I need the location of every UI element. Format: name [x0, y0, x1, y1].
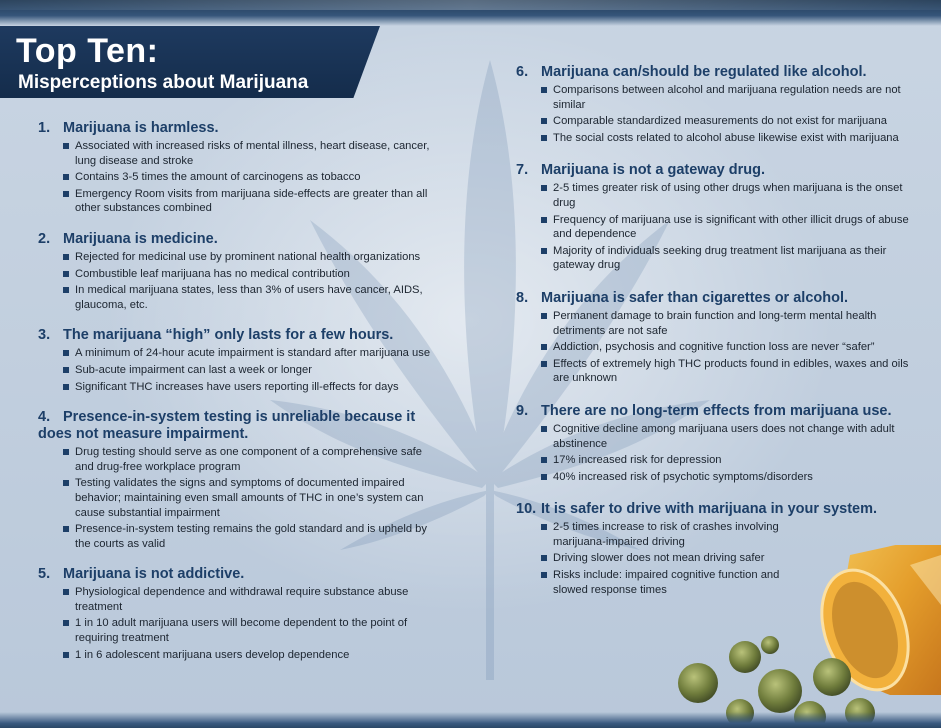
misperception-item-5	[38, 566, 433, 662]
item-number: 4.	[38, 409, 51, 426]
bullet-list	[38, 250, 433, 312]
item-number: 7.	[516, 162, 529, 179]
left-column	[38, 120, 433, 662]
misperception-item-9	[516, 403, 911, 484]
bottom-decorative-band	[0, 712, 941, 728]
bullet-item: 1 in 10 adult marijuana users will become dependent to the point of requiring treatment	[63, 616, 433, 645]
bullet-item: Rejected for medicinal use by prominent national health organizations	[63, 250, 433, 265]
bullet-item: 40% increased risk of psychotic symptoms/disorders	[541, 470, 911, 485]
bullet-item: 17% increased risk for depression	[541, 453, 911, 468]
item-heading: Marijuana is not a gateway drug.	[541, 162, 765, 179]
item-heading: The marijuana “high” only lasts for a few hours.	[63, 327, 394, 344]
bullet-item: In medical marijuana states, less than 3% of users have cancer, AIDS, glaucoma, etc.	[63, 283, 433, 312]
misperception-item-3	[38, 327, 433, 394]
bullet-item: 1 in 6 adolescent marijuana users develop dependence	[63, 648, 433, 663]
item-number: 1.	[38, 120, 51, 136]
bullet-item: Associated with increased risks of mental illness, heart disease, cancer, lung disease and stroke	[63, 139, 433, 168]
item-number: 8.	[516, 289, 529, 306]
bullet-item: Combustible leaf marijuana has no medical contribution	[63, 267, 433, 282]
bullet-item: Driving slower does not mean driving safer	[541, 551, 781, 566]
item-heading: Marijuana is safer than cigarettes or alcohol.	[541, 289, 849, 306]
bullet-item: Addiction, psychosis and cognitive function loss are never “safer”	[541, 340, 911, 355]
page-subtitle: Misperceptions about Marijuana	[18, 72, 309, 93]
bullet-list	[38, 585, 433, 662]
item-heading: Marijuana is harmless.	[63, 120, 219, 136]
right-column	[516, 64, 911, 597]
bullet-item: Comparable standardized measurements do not exist for marijuana	[541, 114, 911, 129]
misperception-item-4	[38, 409, 433, 551]
bullet-item: Majority of individuals seeking drug treatment list marijuana as their gateway drug	[541, 244, 911, 273]
misperception-item-2	[38, 231, 433, 312]
bullet-item: A minimum of 24-hour acute impairment is standard after marijuana use	[63, 346, 433, 361]
bullet-item: Testing validates the signs and symptoms of documented impaired behavior; maintaining even small amounts of THC in one’s system can cause substantial impairment	[63, 476, 433, 520]
bullet-item: Sub-acute impairment can last a week or longer	[63, 363, 433, 378]
bullet-list	[516, 181, 911, 273]
bullet-item: Physiological dependence and withdrawal require substance abuse treatment	[63, 585, 433, 614]
misperception-item-8	[516, 290, 911, 386]
item-number: 10.	[516, 501, 537, 518]
misperception-item-7	[516, 162, 911, 273]
item-heading: Marijuana can/should be regulated like alcohol.	[541, 64, 867, 80]
item-number: 3.	[38, 327, 51, 344]
bullet-list	[38, 139, 433, 216]
bullet-list	[516, 83, 911, 145]
bullet-item: Presence-in-system testing remains the gold standard and is upheld by the courts as valid	[63, 522, 433, 551]
misperception-item-1	[38, 120, 433, 216]
item-number: 2.	[38, 230, 51, 247]
item-heading: There are no long-term effects from marijuana use.	[541, 402, 892, 419]
bullet-item: Cognitive decline among marijuana users does not change with adult abstinence	[541, 422, 911, 451]
bullet-item: Significant THC increases have users reporting ill-effects for days	[63, 380, 433, 395]
item-number: 5.	[38, 566, 51, 583]
page-title: Top Ten:	[16, 32, 159, 70]
bullet-item: The social costs related to alcohol abuse likewise exist with marijuana	[541, 131, 911, 146]
bullet-item: 2-5 times greater risk of using other drugs when marijuana is the onset drug	[541, 181, 911, 210]
misperception-item-6	[516, 64, 911, 145]
bullet-item: Contains 3-5 times the amount of carcinogens as tobacco	[63, 170, 433, 185]
bullet-item: 2-5 times increase to risk of crashes involving marijuana-impaired driving	[541, 520, 781, 549]
bullet-item: Emergency Room visits from marijuana side-effects are greater than all other substances combined	[63, 187, 433, 216]
top-decorative-band	[0, 0, 941, 26]
item-heading: It is safer to drive with marijuana in your system.	[541, 501, 878, 518]
pill-bottle-buds-image	[660, 545, 941, 728]
bullet-item: Permanent damage to brain function and long-term mental health detriments are not safe	[541, 309, 911, 338]
bullet-list	[38, 346, 433, 394]
item-heading: Marijuana is medicine.	[63, 230, 218, 247]
bullet-item: Comparisons between alcohol and marijuana regulation needs are not similar	[541, 83, 911, 112]
item-number: 9.	[516, 402, 529, 419]
bullet-item: Effects of extremely high THC products found in edibles, waxes and oils are unknown	[541, 357, 911, 386]
bullet-list	[38, 445, 433, 551]
bullet-item: Frequency of marijuana use is significant with other illicit drugs of abuse and dependence	[541, 213, 911, 242]
bullet-item: Drug testing should serve as one component of a comprehensive safe and drug-free workplace program	[63, 445, 433, 474]
bullet-list	[516, 422, 911, 484]
item-heading: Presence-in-system testing is unreliable because it does not measure impairment.	[38, 409, 416, 443]
item-number: 6.	[516, 64, 529, 80]
bullet-list	[516, 309, 911, 386]
item-heading: Marijuana is not addictive.	[63, 566, 245, 583]
bullet-item: Risks include: impaired cognitive function and slowed response times	[541, 568, 781, 597]
